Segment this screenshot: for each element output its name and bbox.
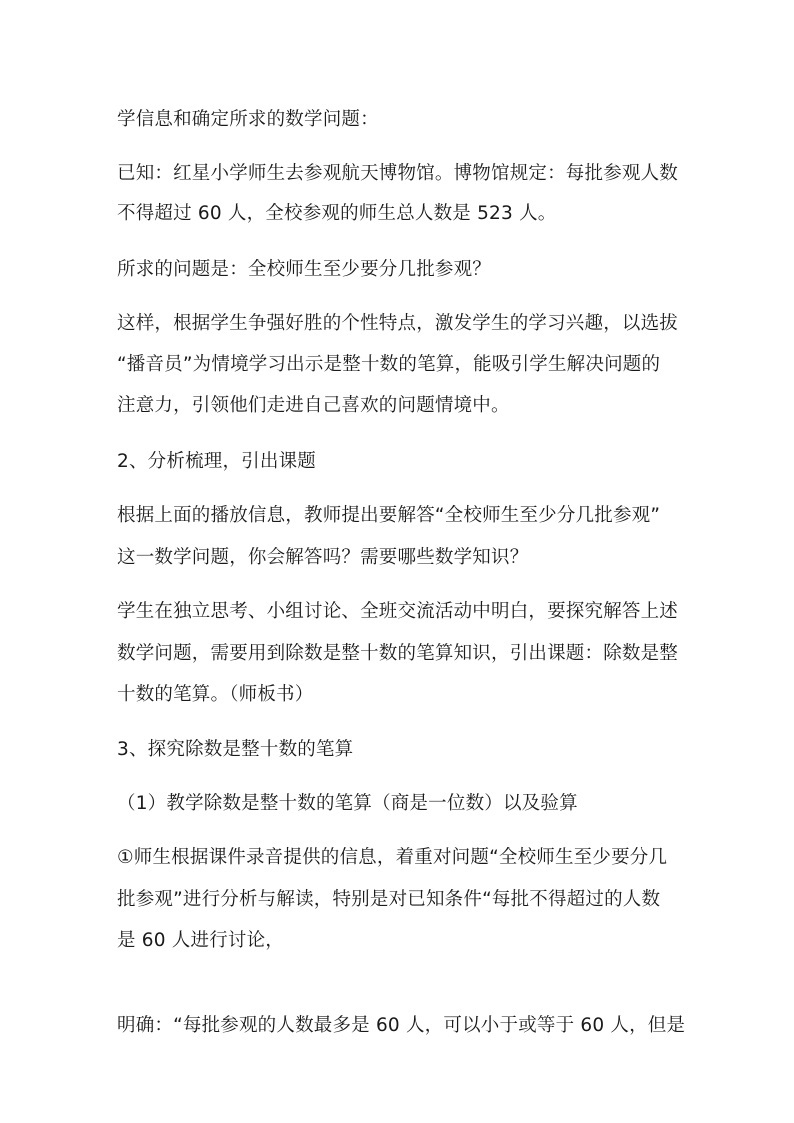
paragraph-question-line: 所求的问题是：全校师生至少要分几批参观？ — [117, 259, 492, 280]
paragraph-students-line-3: 十数的笔算。（师板书） — [117, 684, 314, 705]
paragraph-step1-line-3: 是 60 人进行讨论， — [117, 930, 285, 951]
paragraph-intro-line: 学信息和确定所求的数学问题： — [117, 109, 379, 130]
paragraph-strategy-line-1: 这样，根据学生争强好胜的个性特点，激发学生的学习兴趣，以选拔 — [117, 313, 679, 334]
paragraph-step1-line-1: ①师生根据课件录音提供的信息，着重对问题“全校师生至少要分几 — [117, 847, 668, 868]
paragraph-students-line-2: 数学问题，需要用到除数是整十数的笔算知识，引出课题：除数是整 — [117, 643, 679, 664]
paragraph-strategy-line-3: 注意力，引领他们走进自己喜欢的问题情境中。 — [117, 395, 510, 416]
paragraph-clarify-line-1: 明确：“每批参观的人数最多是 60 人，可以小于或等于 60 人，但是 — [117, 1015, 686, 1036]
paragraph-known-line-2: 不得超过 60 人，全校参观的师生总人数是 523 人。 — [117, 203, 557, 224]
paragraph-known-line-1: 已知：红星小学师生去参观航天博物馆。博物馆规定：每批参观人数 — [117, 163, 679, 184]
paragraph-strategy-line-2: “播音员”为情境学习出示是整十数的笔算，能吸引学生解决问题的 — [117, 354, 661, 375]
section-heading-3: 3、探究除数是整十数的笔算 — [117, 739, 354, 760]
subsection-heading-1: （1）教学除数是整十数的笔算（商是一位数）以及验算 — [117, 793, 578, 814]
paragraph-step1-line-2: 批参观”进行分析与解读，特别是对已知条件“每批不得超过的人数 — [117, 889, 661, 910]
section-heading-2: 2、分析梳理，引出课题 — [117, 451, 316, 472]
paragraph-students-line-1: 学生在独立思考、小组讨论、全班交流活动中明白，要探究解答上述 — [117, 601, 679, 622]
paragraph-analysis-line-1: 根据上面的播放信息，教师提出要解答“全校师生至少分几批参观” — [117, 505, 661, 526]
paragraph-analysis-line-2: 这一数学问题，你会解答吗？需要哪些数学知识？ — [117, 547, 529, 568]
